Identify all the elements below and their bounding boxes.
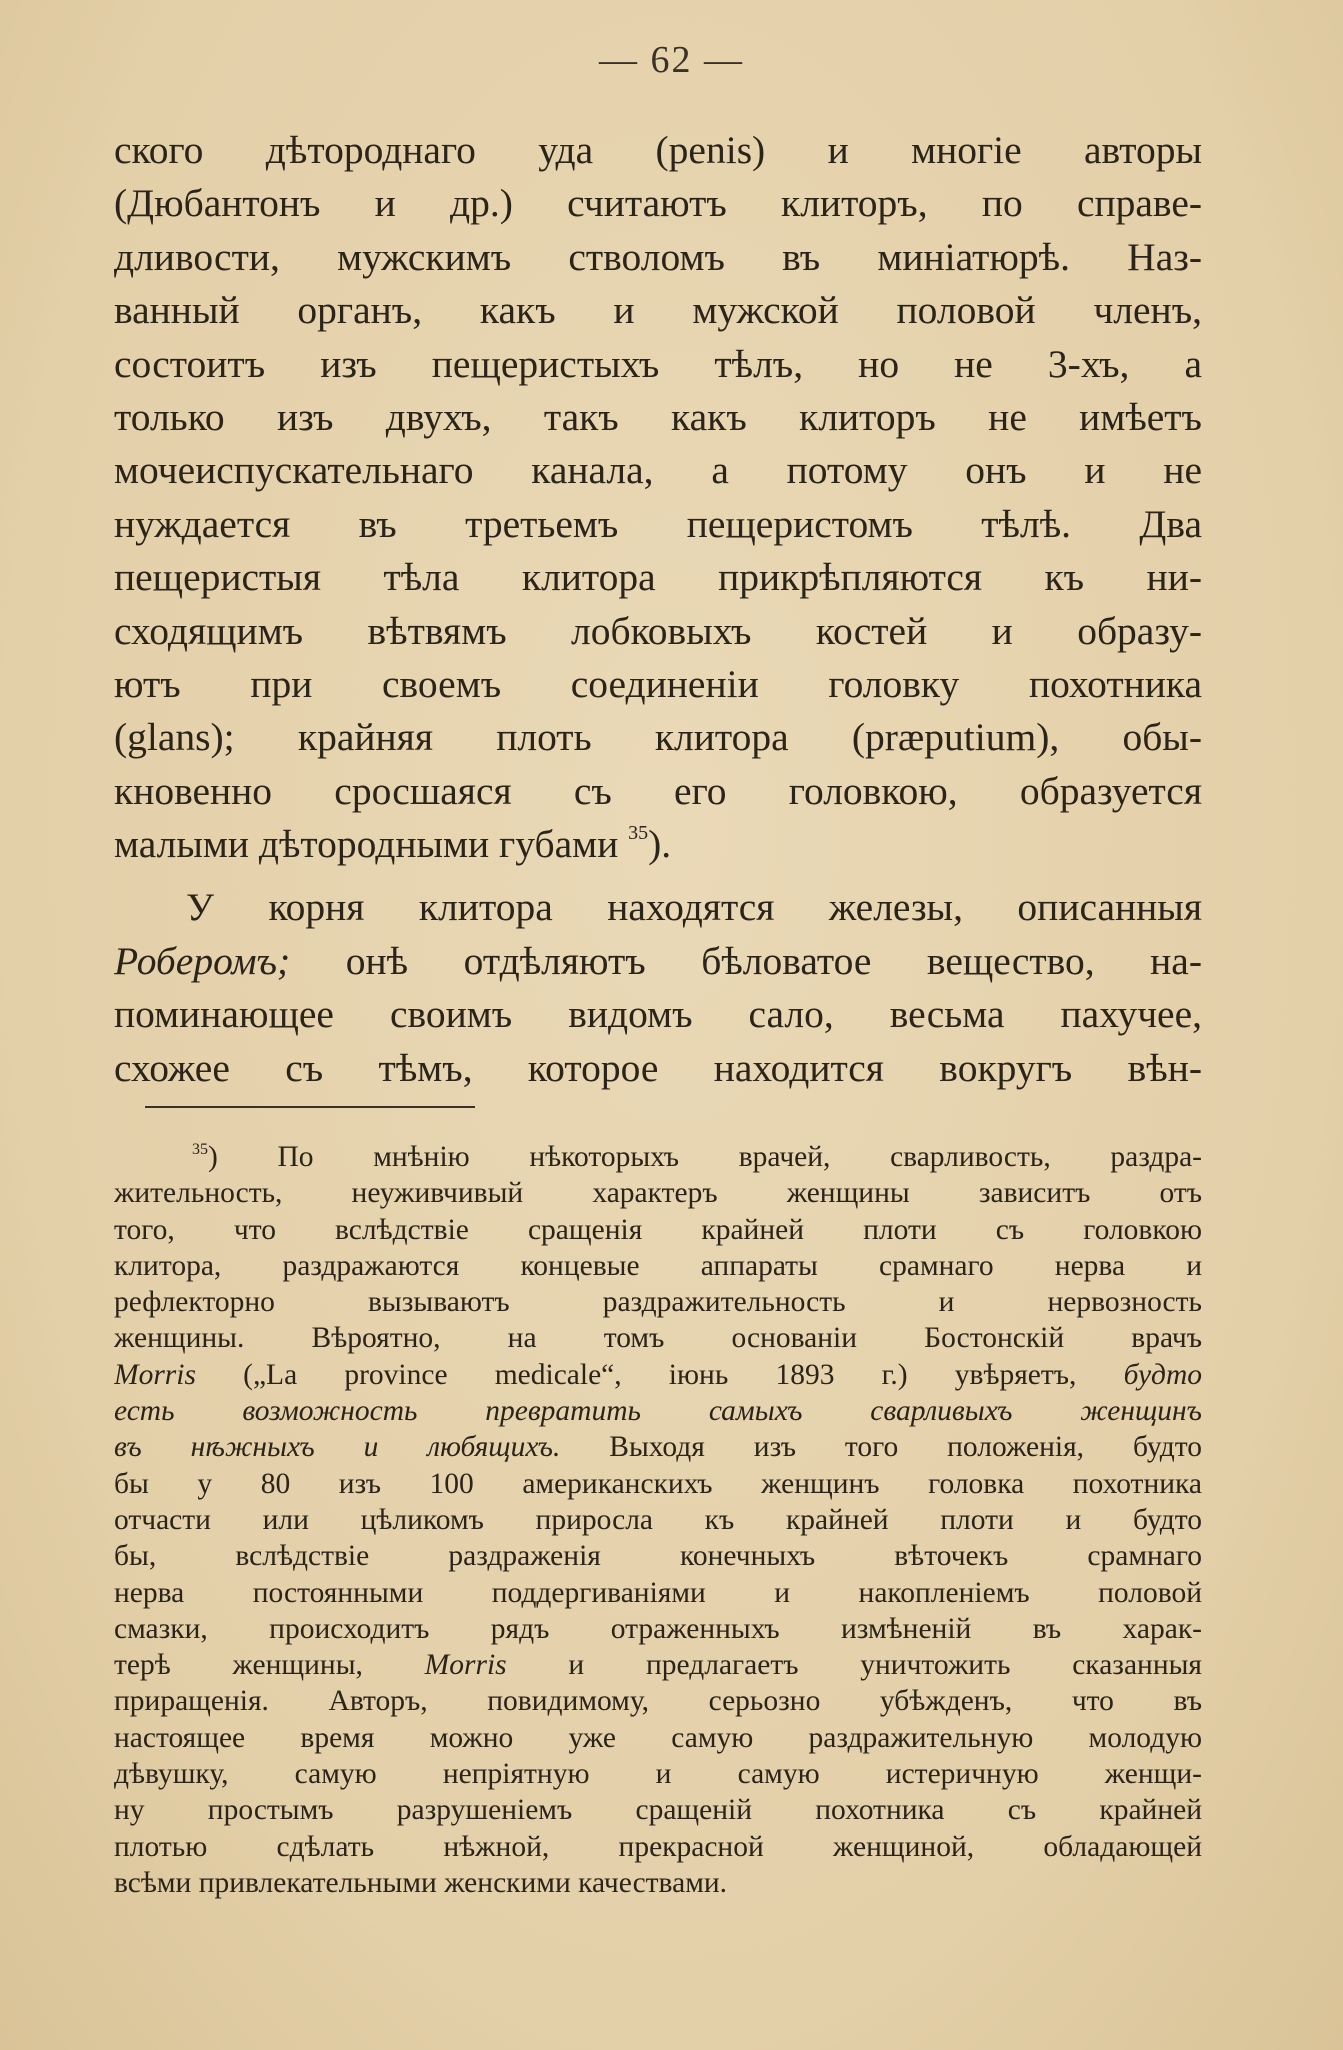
text-line: кновенно сросшаяся съ его головкою, образуется (114, 768, 1202, 813)
text-fragment: Выходя изъ того положенія, будто (560, 1431, 1202, 1464)
footnote-line: того, что вслѣдствіе сращенія крайней плоти съ головкою (114, 1213, 1202, 1246)
footnote-line: всѣми привлекательными женскими качествами. (114, 1866, 728, 1899)
italic-name: Morris (424, 1649, 507, 1682)
text-line: ванный органъ, какъ и мужской половой членъ, (114, 288, 1202, 333)
text-line: поминающее своимъ видомъ сало, весьма пахучее, (114, 992, 1202, 1037)
text-line: дливости, мужскимъ стволомъ въ миніатюрѣ. Наз- (114, 234, 1202, 279)
main-body-text (114, 124, 1202, 1095)
italic-name: Роберомъ; (114, 938, 291, 983)
footnote-line: плотью сдѣлать нѣжной, прекрасной женщиной, обладающей (114, 1830, 1202, 1863)
text-line: схожее съ тѣмъ, которое находится вокругъ вѣн- (114, 1045, 1202, 1090)
footnote-line: ну простымъ разрушеніемъ сращеній похотника съ крайней (114, 1794, 1202, 1827)
footnote-line: смазки, происходитъ рядъ отраженныхъ измѣненій въ харак- (114, 1612, 1202, 1645)
text-line (114, 818, 1202, 871)
footnote-line: жительность, неуживчивый характеръ женщины зависитъ отъ (114, 1177, 1202, 1210)
footnote-line: настоящее время можно уже самую раздражительную молодую (114, 1721, 1202, 1754)
text-line: ютъ при своемъ соединеніи головку похотника (114, 661, 1202, 706)
footnote-line: женщины. Вѣроятно, на томъ основаніи Бостонскій врачъ (114, 1322, 1202, 1355)
page-number: — 62 — (599, 39, 744, 81)
footnote-number: 35 (192, 1141, 208, 1158)
text-fragment: ). (648, 822, 672, 867)
footnote-divider (145, 1106, 475, 1108)
text-fragment: онѣ отдѣляютъ бѣловатое вещество, на- (290, 938, 1202, 983)
footnote-block (114, 1139, 1202, 1901)
text-line: ского дѣтороднаго уда (penis) и многіе авторы (114, 128, 1202, 172)
footnote-line: есть возможность превратить самыхъ сварливыхъ женщинъ (114, 1395, 1202, 1428)
footnote-line: клитора, раздражаются концевые аппараты срамнаго нерва и (114, 1249, 1202, 1282)
footnote-line (114, 1429, 1202, 1465)
text-line: (glans); крайняя плоть клитора (præputium), обы- (114, 715, 1202, 760)
text-line: состоитъ изъ пещеристыхъ тѣлъ, но не 3-хъ, а (114, 341, 1202, 386)
italic-text: въ нѣжныхъ и любящихъ. (114, 1431, 561, 1464)
text-fragment: малыми дѣтородными губами (114, 822, 619, 867)
footnote-line: бы у 80 изъ 100 американскихъ женщинъ головка похотника (114, 1467, 1202, 1500)
footnote-line: приращенія. Авторъ, повидимому, серьозно убѣжденъ, что въ (114, 1685, 1202, 1718)
text-line: пещеристыя тѣла клитора прикрѣпляются къ ни- (114, 555, 1202, 600)
footnote-line: отчасти или цѣликомъ приросла къ крайней плоти и будто (114, 1503, 1202, 1536)
footnote-line (114, 1357, 1202, 1393)
text-line: мочеиспускательнаго канала, а потому онъ и не (114, 448, 1202, 493)
text-fragment: ) По мнѣнію нѣкоторыхъ врачей, сварливость, раздра- (208, 1141, 1202, 1173)
footnote-line: дѣвушку, самую непріятную и самую истеричную женщи- (114, 1758, 1202, 1791)
footnote-line (114, 1139, 1202, 1175)
italic-text: будто (1123, 1358, 1202, 1391)
text-fragment: („La province medicale“, іюнь 1893 г.) увѣряетъ, (195, 1358, 1124, 1391)
footnote-line: рефлекторно вызываютъ раздражительность и нервозность (114, 1286, 1202, 1319)
footnote-line: бы, вслѣдствіе раздраженія конечныхъ вѣточекъ срамнаго (114, 1540, 1202, 1573)
footnote-line (114, 1647, 1202, 1683)
paragraph-gap (114, 871, 1202, 881)
text-fragment: и предлагаетъ уничтожить сказанныя (506, 1649, 1202, 1682)
text-line: нуждается въ третьемъ пещеристомъ тѣлѣ. Два (114, 501, 1202, 546)
footnote-line: нерва постоянными поддергиваніями и накопленіемъ половой (114, 1576, 1202, 1609)
text-line: сходящимъ вѣтвямъ лобковыхъ костей и образу- (114, 608, 1202, 653)
text-fragment: терѣ женщины, (114, 1649, 425, 1682)
italic-name: Morris (114, 1358, 196, 1391)
text-line: У корня клитора находятся железы, описанныя (186, 885, 1202, 930)
text-line: только изъ двухъ, такъ какъ клиторъ не имѣетъ (114, 394, 1202, 439)
text-line: (Дюбантонъ и др.) считаютъ клиторъ, по справе- (114, 181, 1202, 226)
text-line (114, 935, 1202, 988)
footnote-reference[interactable]: 35 (628, 822, 649, 845)
